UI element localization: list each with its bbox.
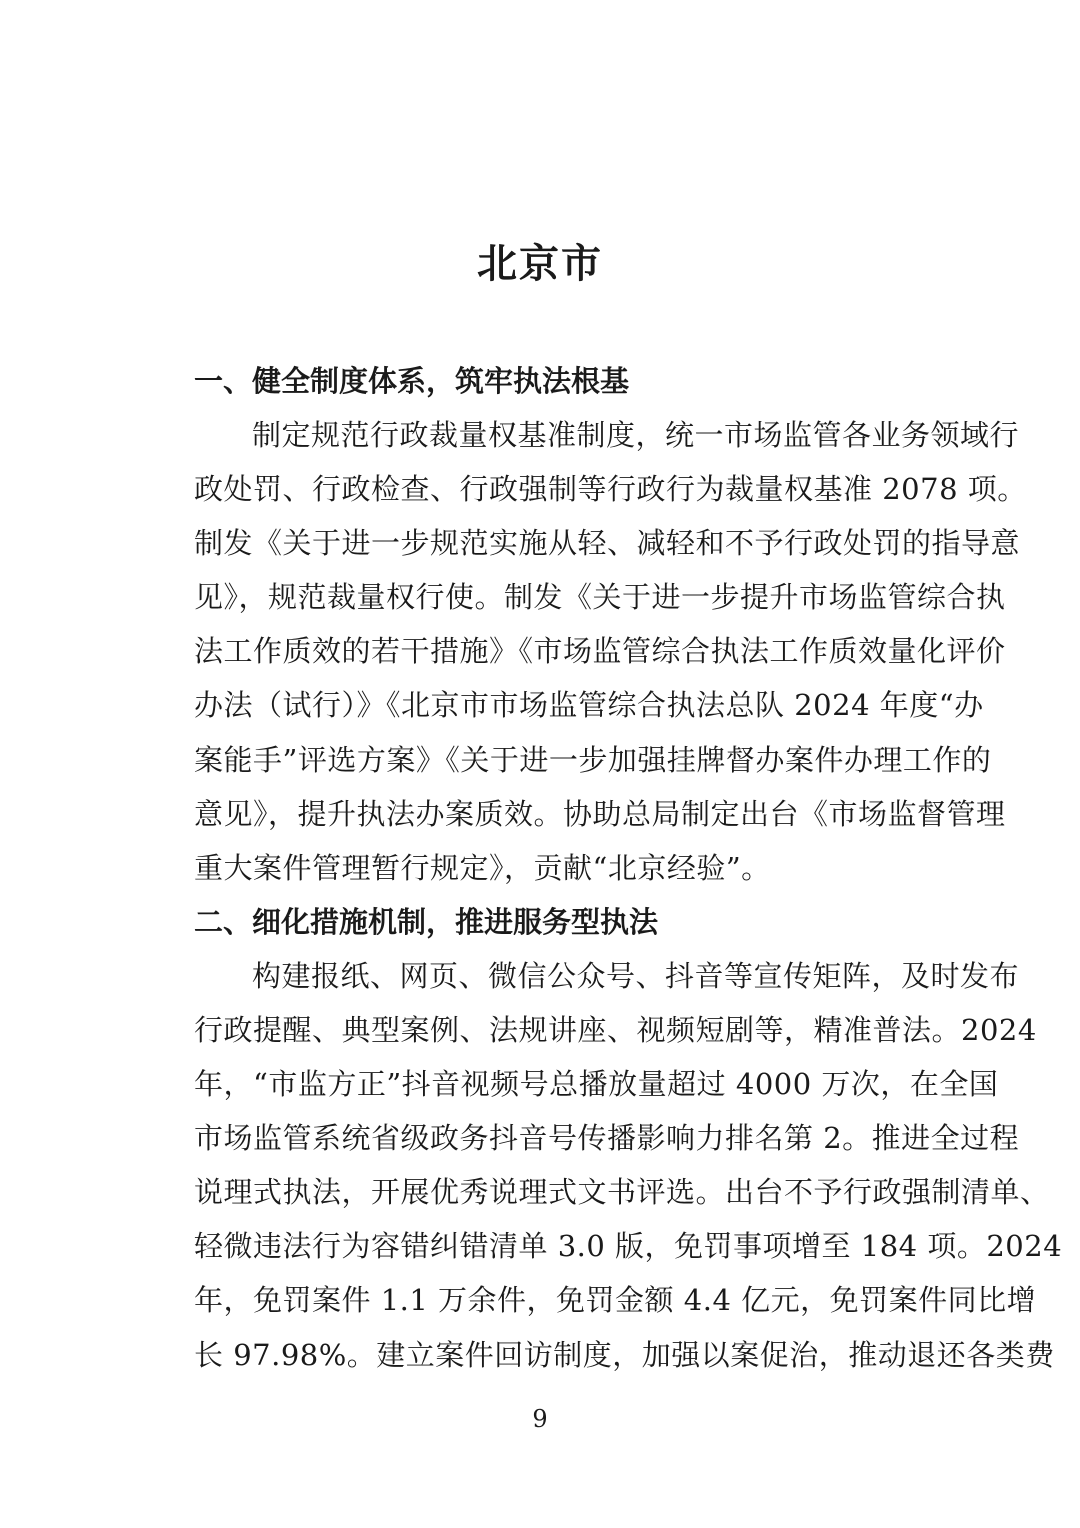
section-paragraph-2 (136, 949, 1063, 1382)
paragraph-line: 制定规范行政裁量权基准制度，统一市场监管各业务领域行 (252, 418, 1020, 452)
paragraph-line: 说理式执法，开展优秀说理式文书评选。出台不予行政强制清单、 (194, 1175, 1050, 1210)
paragraph-line: 重大案件管理暂行规定》，贡献“北京经验”。 (194, 850, 771, 885)
paragraph-line: 市场监管系统省级政务抖音号传播影响力排名第 2。推进全过程 (194, 1121, 1020, 1156)
page-title: 北京市 (477, 241, 603, 287)
paragraph-line: 法工作质效的若干措施》《市场监管综合执法工作质效量化评价 (194, 634, 1006, 669)
paragraph-line: 政处罚、行政检查、行政强制等行政行为裁量权基准 2078 项。 (194, 472, 1027, 507)
section-paragraph-1 (136, 408, 1027, 895)
paragraph-line: 见》，规范裁量权行使。制发《关于进一步提升市场监管综合执 (194, 580, 1006, 615)
paragraph-line: 办法（试行）》《北京市市场监管综合执法总队 2024 年度“办 (194, 688, 984, 723)
paragraph-line: 长 97.98%。建立案件回访制度，加强以案促治，推动退还各类费 (194, 1337, 1055, 1372)
paragraph-line: 制发《关于进一步规范实施从轻、减轻和不予行政处罚的指导意 (194, 526, 1021, 561)
paragraph-line: 意见》，提升执法办案质效。协助总局制定出台《市场监督管理 (194, 796, 1006, 831)
paragraph-line: 行政提醒、典型案例、法规讲座、视频短剧等，精准普法。2024 (194, 1012, 1037, 1047)
paragraph-line: 构建报纸、网页、微信公众号、抖音等宣传矩阵，及时发布 (252, 958, 1020, 993)
paragraph-line: 案能手”评选方案》《关于进一步加强挂牌督办案件办理工作的 (194, 742, 992, 777)
paragraph-line: 年，“市监方正”抖音视频号总播放量超过 4000 万次，在全国 (194, 1067, 999, 1102)
paragraph-line: 年，免罚案件 1.1 万余件，免罚金额 4.4 亿元，免罚案件同比增 (194, 1283, 1037, 1318)
document-body (136, 354, 1063, 1382)
section-heading-1: 一、健全制度体系，筑牢执法根基 (194, 364, 630, 398)
paragraph-line: 轻微违法行为容错纠错清单 3.0 版，免罚事项增至 184 项。2024 (194, 1229, 1063, 1264)
section-heading-2: 二、细化措施机制，推进服务型执法 (194, 904, 659, 939)
page-number: 9 (532, 1405, 548, 1433)
